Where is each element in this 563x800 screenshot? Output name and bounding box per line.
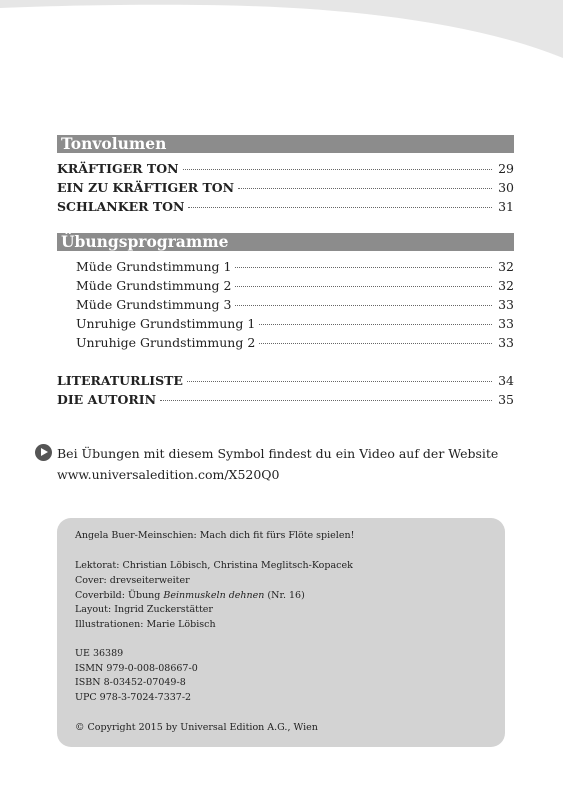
toc-entry-label: Müde Grundstimmung 1 bbox=[76, 259, 232, 274]
toc-entry[interactable] bbox=[76, 276, 514, 295]
toc-entry-page: 29 bbox=[498, 161, 514, 176]
toc-entry-page: 32 bbox=[498, 259, 514, 274]
toc-entry[interactable] bbox=[57, 197, 514, 216]
imprint-ue-number: UE 36389 bbox=[75, 648, 124, 659]
toc-leader-dots bbox=[160, 400, 492, 401]
play-icon bbox=[35, 444, 52, 461]
toc-entry-label: Unruhige Grundstimmung 2 bbox=[76, 335, 256, 350]
toc-entry-label: EIN ZU KRÄFTIGER TON bbox=[57, 180, 235, 195]
toc-leader-dots bbox=[259, 324, 492, 325]
video-note-text: Bei Übungen mit diesem Symbol findest du ein Video auf der Website bbox=[57, 446, 499, 461]
toc-entry-page: 31 bbox=[498, 199, 514, 214]
toc-entry[interactable] bbox=[57, 159, 514, 178]
toc-entry[interactable] bbox=[76, 257, 514, 276]
toc-leader-dots bbox=[235, 267, 492, 268]
toc-leader-dots bbox=[187, 381, 492, 382]
imprint-illustrationen: Illustrationen: Marie Löbisch bbox=[75, 619, 216, 630]
imprint-coverbild-title: Beinmuskeln dehnen bbox=[163, 590, 265, 601]
section-header-tonvolumen: Tonvolumen bbox=[57, 135, 514, 153]
toc-entry-literaturliste[interactable] bbox=[57, 371, 514, 390]
imprint-ismn: ISMN 979-0-008-08667-0 bbox=[75, 663, 198, 674]
toc-leader-dots bbox=[235, 286, 492, 287]
toc-entry-page: 35 bbox=[498, 392, 514, 407]
toc-entry-page: 30 bbox=[498, 180, 514, 195]
section-header-uebungsprogramme: Übungsprogramme bbox=[57, 233, 514, 251]
imprint-box bbox=[57, 518, 505, 747]
toc-entry-label: LITERATURLISTE bbox=[57, 373, 183, 388]
toc-leader-dots bbox=[238, 188, 492, 189]
toc-entry[interactable] bbox=[57, 178, 514, 197]
imprint-layout: Layout: Ingrid Zuckerstätter bbox=[75, 604, 213, 615]
imprint-coverbild-prefix: Coverbild: Übung bbox=[75, 590, 164, 601]
imprint-coverbild-suffix: (Nr. 16) bbox=[264, 590, 305, 601]
toc-entry-page: 33 bbox=[498, 335, 514, 350]
toc-entry-label: Müde Grundstimmung 3 bbox=[76, 297, 232, 312]
toc-entry-label: Müde Grundstimmung 2 bbox=[76, 278, 232, 293]
top-decorative-curve bbox=[0, 0, 563, 60]
toc-entry[interactable] bbox=[76, 314, 514, 333]
toc-entry[interactable] bbox=[76, 333, 514, 352]
toc-entry-die-autorin[interactable] bbox=[57, 390, 514, 409]
imprint-upc: UPC 978-3-7024-7337-2 bbox=[75, 692, 192, 703]
imprint-isbn: ISBN 8-03452-07049-8 bbox=[75, 677, 186, 688]
toc-entry-page: 33 bbox=[498, 316, 514, 331]
toc-entry-label: SCHLANKER TON bbox=[57, 199, 185, 214]
toc-leader-dots bbox=[259, 343, 492, 344]
video-url-link[interactable]: www.universaledition.com/X520Q0 bbox=[57, 467, 280, 482]
toc-entry[interactable] bbox=[76, 295, 514, 314]
toc-leader-dots bbox=[235, 305, 492, 306]
toc-leader-dots bbox=[188, 207, 492, 208]
imprint-copyright: © Copyright 2015 by Universal Edition A.G., Wien bbox=[75, 722, 318, 733]
imprint-cover: Cover: drevseiterweiter bbox=[75, 575, 190, 586]
imprint-coverbild bbox=[75, 589, 305, 604]
toc-entry-label: KRÄFTIGER TON bbox=[57, 161, 179, 176]
toc-entry-page: 32 bbox=[498, 278, 514, 293]
toc-entry-label: DIE AUTORIN bbox=[57, 392, 157, 407]
toc-entry-page: 34 bbox=[498, 373, 514, 388]
toc-entry-page: 33 bbox=[498, 297, 514, 312]
imprint-title-line: Angela Buer-Meinschien: Mach dich fit fürs Flöte spielen! bbox=[75, 530, 355, 541]
imprint-lektorat: Lektorat: Christian Löbisch, Christina Meglitsch-Kopacek bbox=[75, 560, 353, 571]
toc-leader-dots bbox=[183, 169, 492, 170]
toc-entry-label: Unruhige Grundstimmung 1 bbox=[76, 316, 256, 331]
